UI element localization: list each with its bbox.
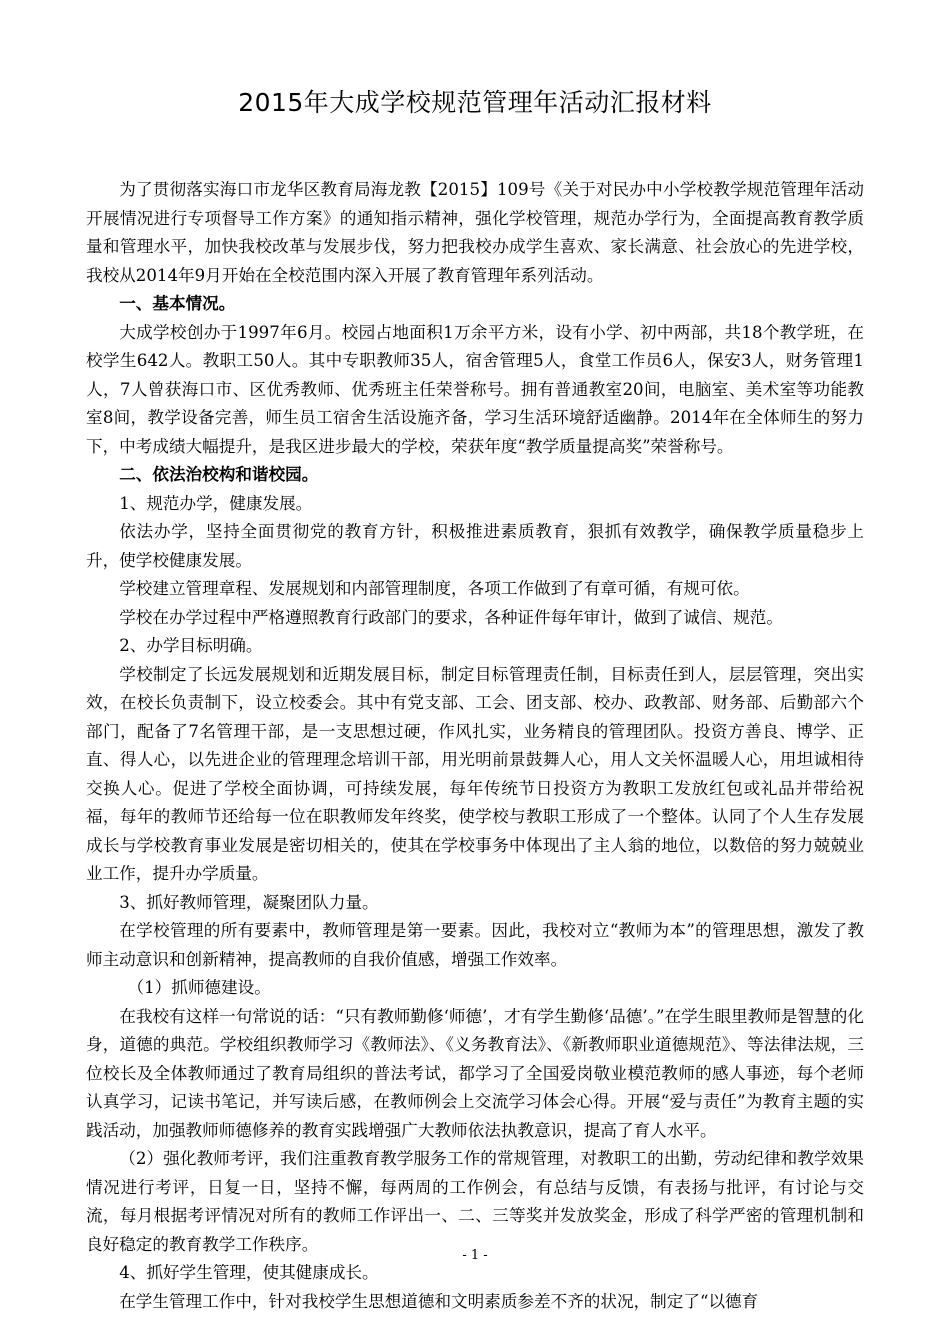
paragraph: 依法办学，坚持全面贯彻党的教育方针，积极推进素质教育，狠抓有效教学，确保教学质量稳步上升，使学校健康发展。 — [86, 522, 864, 570]
paragraph: 在学生管理工作中，针对我校学生思想道德和文明素质参差不齐的状况，制定了“以德育 — [119, 1291, 759, 1311]
subheading-standard-schooling: 1、规范办学，健康发展。 — [119, 493, 313, 513]
paragraph: 学校在办学过程中严格遵照教育行政部门的要求，各种证件每年审计，做到了诚信、规范。 — [119, 607, 783, 627]
subheading-clear-goals: 2、办学目标明确。 — [119, 636, 263, 655]
paragraph: （2）强化教师考评，我们注重教育教学服务工作的常规管理，对教职工的出勤，劳动纪律和教学效果情况进行考评，日复一日，坚持不懈，每两周的工作例会，有总结与反馈，有表扬与批评，有讨论与交流，每月根据考评情况对所有的教师工作评出一、二、三等奖并发放奖金，形成了科学严密的管理机制和良好稳定的教育教学工作秩序。 — [86, 1149, 864, 1254]
page-number: - 1 - — [462, 1248, 488, 1263]
paragraph: 在我校有这样一句常说的话：“只有教师勤修‘师德’，才有学生勤修‘品德’。”在学生眼里教师是智慧的化身，道德的典范。学校组织教师学习《教师法》、《义务教育法》、《新教师职业道德规范》、等法律法规，三位校长及全体教师通过了教育局组织的普法考试，都学习了全国爱岗敬业模范教师的感人事迹，每个老师认真学习，记读书笔记，并写读后感，在教师例会上交流学习体会心得。开展“爱与责任”为教育主题的实践活动，加强教师师德修养的教育实践增强广大教师依法执教意识，提高了育人水平。 — [86, 1006, 864, 1140]
subheading-student-management: 4、抓好学生管理，使其健康成长。 — [119, 1263, 379, 1282]
subheading-teacher-ethics: （1）抓师德建设。 — [127, 978, 271, 997]
paragraph: 在学校管理的所有要素中，教师管理是第一要素。因此，我校对立“教师为本”的管理思想，激发了教师主动意识和创新精神，提高教师的自我价值感，增强工作效率。 — [86, 921, 864, 969]
document-body — [86, 176, 864, 1316]
section-heading-basic-info: 一、基本情况。 — [119, 294, 236, 313]
subheading-teacher-management: 3、抓好教师管理，凝聚团队力量。 — [119, 892, 379, 912]
paragraph: 学校制定了长远发展规划和近期发展目标，制定目标管理责任制，目标责任到人，层层管理，突出实效，在校长负责制下，设立校委会。其中有党支部、工会、团支部、校办、政教部、财务部、后勤部六个部门，配备了7名管理干部，是一支思想过硬，作风扎实，业务精良的管理团队。投资方善良、博学、正直、得人心，以先进企业的管理理念培训干部，用光明前景鼓舞人心，用人文关怀温暖人心，用坦诚相待交换人心。促进了学校全面协调，可持续发展，每年传统节日投资方为教职工发放红包或礼品并带给祝福，每年的教师节还给每一位在职教师发年终奖，使学校与教职工形成了一个整体。认同了个人生存发展成长与学校教育事业发展是密切相关的，使其在学校事务中体现出了主人翁的地位，以数倍的努力兢兢业业工作，提升办学质量。 — [86, 664, 864, 883]
section-heading-rule-of-law: 二、依法治校构和谐校园。 — [119, 465, 319, 484]
paragraph: 学校建立管理章程、发展规划和内部管理制度，各项工作做到了有章可循，有规可依。 — [119, 579, 750, 598]
basic-info-paragraph: 大成学校创办于1997年6月。校园占地面积1万余平方米，设有小学、初中两部，共18个教学班，在校学生642人。教职工50人。其中专职教师35人，宿舍管理5人，食堂工作员6人，保安3人，财务管理1人，7人曾获海口市、区优秀教师、优秀班主任荣誉称号。拥有普通教室20间，电脑室、美术室等功能教室8间，教学设备完善，师生员工宿舍生活设施齐备，学习生活环境舒适幽静。2014年在全体师生的努力下，中考成绩大幅提升，是我区进步最大的学校，荣获年度“教学质量提高奖”荣誉称号。 — [86, 322, 864, 456]
document-title: 2015年大成学校规范管理年活动汇报材料 — [238, 88, 712, 117]
intro-paragraph: 为了贯彻落实海口市龙华区教育局海龙教【2015】109号《关于对民办中小学校教学规范管理年活动开展情况进行专项督导工作方案》的通知指示精神，强化学校管理，规范办学行为，全面提高教育教学质量和管理水平，加快我校改革与发展步伐，努力把我校办成学生喜欢、家长满意、社会放心的先进学校，我校从2014年9月开始在全校范围内深入开展了教育管理年系列活动。 — [86, 180, 864, 285]
